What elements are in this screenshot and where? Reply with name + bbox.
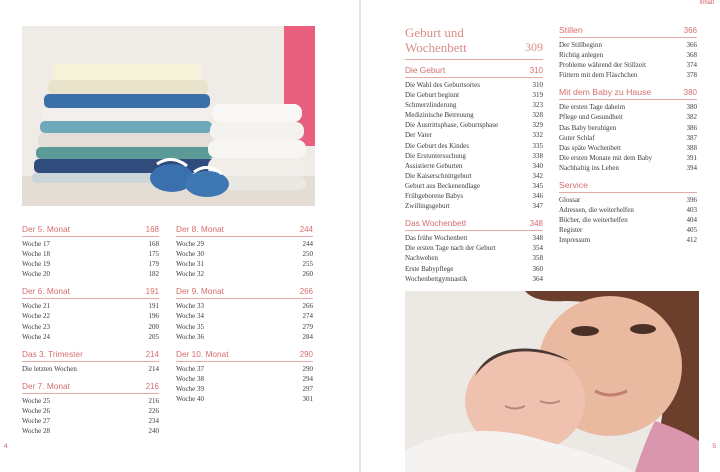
toc-section-rule [559,37,697,38]
toc-entry[interactable] [559,215,697,225]
toc-entry-label: Woche 33 [176,302,205,311]
toc-entry[interactable] [405,161,543,171]
toc-section-title: Der 10. Monat [176,348,229,359]
toc-entry-page: 378 [686,71,697,80]
toc-section-heading[interactable] [176,224,313,235]
toc-entry[interactable] [22,332,159,342]
toc-entry[interactable] [405,253,543,263]
toc-entry[interactable] [559,163,697,173]
toc-entry-label: Woche 20 [22,270,51,279]
toc-entry-label: Die ersten Monate mit dem Baby [559,153,653,162]
toc-entry-page: 360 [532,264,543,273]
toc-entry[interactable] [559,102,697,112]
toc-section-title: Stillen [559,25,583,35]
toc-entry[interactable] [405,80,543,90]
toc-entry[interactable] [176,269,313,279]
toc-entry[interactable] [176,332,313,342]
section-gap [176,279,313,286]
toc-entry-label: Woche 38 [176,374,205,383]
toc-entry-label: Geburt aus Beckenendlage [405,181,481,190]
toc-entry[interactable] [176,249,313,259]
toc-entry-label: Woche 27 [22,417,51,426]
toc-section-page: 266 [299,287,313,297]
toc-entry-label: Adressen, die weiterhelfen [559,206,634,215]
toc-entry-page: 386 [686,123,697,132]
toc-entry-label: Glossar [559,196,581,205]
book-gutter [359,0,361,472]
toc-entry[interactable] [405,243,543,253]
toc-entry-label: Impressum [559,236,591,245]
toc-section-rule [176,236,313,237]
toc-section-title: Das 3. Trimester [22,348,83,359]
toc-section-page: 214 [145,349,159,359]
toc-entry-label: Probleme während der Stillzeit [559,61,646,70]
section-gap [559,80,697,87]
toc-entry-label: Das späte Wochenbett [559,143,621,152]
toc-entry-page: 297 [302,384,313,393]
toc-entry-page: 255 [302,260,313,269]
toc-section-heading[interactable] [22,381,159,392]
toc-section-page: 380 [683,88,697,98]
toc-entry-page: 380 [686,103,697,112]
toc-entry-page: 200 [148,322,159,331]
toc-entry-label: Der Stillbeginn [559,41,602,49]
toc-section-heading[interactable] [559,25,697,36]
toc-section-title: Der 6. Monat [22,286,70,297]
toc-entry[interactable] [559,112,697,122]
toc-entry-page: 226 [148,406,159,415]
toc-entry-page: 340 [532,161,543,170]
toc-entry[interactable] [405,120,543,130]
toc-entry[interactable] [22,426,159,436]
section-gap [22,374,159,381]
mother-baby-illustration [405,291,699,472]
toc-entry-label: Medizinische Betreuung [405,111,474,120]
toc-section-rule [22,236,159,237]
section-gap [559,173,697,180]
toc-entry-page: 328 [532,111,543,120]
toc-entry-page: 250 [302,250,313,259]
toc-entry[interactable] [22,364,159,374]
section-gap [405,211,543,218]
part-title-line2: Wochenbett [405,40,467,55]
toc-entry-label: Die ersten Tage nach der Geburt [405,244,496,253]
toc-section-heading[interactable] [405,65,543,76]
toc-entry-page: 346 [532,192,543,201]
toc-entry-page: 394 [686,163,697,172]
toc-entry-label: Die ersten Tage daheim [559,103,626,112]
toc-entry-label: Schmerzlinderung [405,101,457,110]
toc-entry[interactable] [405,100,543,110]
toc-section-rule [405,230,543,231]
toc-entry-label: Frühgeborene Babys [405,192,464,201]
toc-entry[interactable] [176,311,313,321]
toc-section-page: 366 [683,26,697,35]
toc-entry-page: 368 [686,51,697,60]
toc-entry[interactable] [176,394,313,404]
toc-entry[interactable] [405,274,543,284]
toc-entry-label: Richtig anlegen [559,51,604,60]
toc-entry-label: Woche 31 [176,260,205,269]
part-rule [405,59,543,60]
toc-entry-label: Woche 26 [22,406,51,415]
toc-section-title: Das Wochenbett [405,218,467,229]
toc-section-title: Service [559,180,588,191]
part-page-number: 309 [525,40,543,54]
running-head: Inhalt [699,0,714,6]
toc-entry-label: Register [559,226,583,235]
toc-entry-page: 319 [532,91,543,100]
toc-entry-page: 260 [302,270,313,279]
toc-entry-label: Woche 23 [22,322,51,331]
toc-entry-page: 405 [686,226,697,235]
toc-section-heading[interactable] [176,349,313,360]
toc-entry-page: 234 [148,417,159,426]
toc-entry-page: 364 [532,274,543,283]
toc-section-heading[interactable] [176,286,313,297]
toc-entry-label: Die Erstuntersuchung [405,151,466,160]
toc-entry-label: Woche 25 [22,396,51,405]
toc-entry-label: Woche 34 [176,312,205,321]
toc-entry-page: 329 [532,121,543,130]
toc-left-column-1 [22,224,159,436]
toc-entry-label: Wochenbettgymnastik [405,274,468,283]
toc-entry-label: Woche 22 [22,312,51,321]
toc-entry-page: 182 [148,270,159,279]
toc-entry[interactable] [176,322,313,332]
toc-entry[interactable] [22,269,159,279]
toc-section-page: 168 [145,225,159,234]
toc-section-rule [22,393,159,394]
toc-entry-page: 294 [302,374,313,383]
toc-entry[interactable] [22,311,159,321]
toc-entry-page: 323 [532,101,543,110]
section-gap [22,279,159,286]
toc-entry[interactable] [405,191,543,201]
toc-entry[interactable] [405,141,543,151]
toc-entry-page: 382 [686,113,697,122]
toc-entry-page: 358 [532,254,543,263]
toc-entry-label: Das frühe Wochenbett [405,234,468,243]
toc-entry-page: 191 [148,302,159,311]
toc-section-title: Der 8. Monat [176,224,224,234]
toc-section-heading[interactable] [559,87,697,98]
toc-entry-page: 366 [686,41,697,49]
toc-entry-page: 338 [532,151,543,160]
toc-section-title: Der 7. Monat [22,380,70,391]
toc-entry[interactable] [559,123,697,133]
toc-entry-label: Assistierte Geburten [405,161,463,170]
toc-entry[interactable] [405,201,543,211]
toc-entry[interactable] [405,171,543,181]
page-number-right: 5 [712,443,716,450]
toc-section-rule [559,192,697,193]
toc-entry-label: Die Austrittsphase, Geburtsphase [405,121,499,130]
toc-section-page: 244 [299,225,313,234]
toc-section-heading[interactable] [405,218,543,229]
mother-baby-photo [405,291,699,472]
toc-entry[interactable] [559,40,697,50]
baby-clothes-photo [22,26,315,206]
toc-entry-page: 404 [686,216,697,225]
toc-entry[interactable] [559,153,697,163]
toc-entry-page: 391 [686,153,697,162]
toc-section-heading[interactable] [22,224,159,235]
toc-entry-label: Woche 30 [176,250,205,259]
toc-section-heading[interactable] [22,286,159,297]
toc-entry-page: 412 [686,236,697,245]
toc-section-rule [405,77,543,78]
toc-entry[interactable] [559,195,697,205]
toc-section-title: Mit dem Baby zu Hause [559,87,652,98]
toc-entry-page: 175 [148,250,159,259]
toc-entry-page: 354 [532,244,543,253]
toc-entry-page: 396 [686,196,697,205]
toc-section-rule [559,99,697,100]
toc-entry-page: 332 [532,131,543,140]
toc-entry-page: 266 [302,302,313,311]
toc-entry[interactable] [559,235,697,245]
toc-entry-page: 279 [302,322,313,331]
toc-entry-label: Woche 36 [176,332,205,341]
toc-entry-label: Pflege und Gesundheit [559,113,623,122]
toc-entry[interactable] [559,143,697,153]
toc-entry-label: Nachhaltig ins Leben [559,163,619,172]
toc-entry[interactable] [22,259,159,269]
toc-entry-page: 345 [532,181,543,190]
toc-entry-page: 196 [148,312,159,321]
toc-entry-label: Woche 28 [22,427,51,436]
toc-entry-label: Woche 18 [22,250,51,259]
section-gap [22,342,159,349]
toc-entry[interactable] [405,151,543,161]
toc-entry-label: Die Geburt des Kindes [405,141,469,150]
toc-entry-label: Bücher, die weiterhelfen [559,216,628,225]
toc-entry-label: Die Geburt beginnt [405,91,460,100]
toc-left-column-2 [176,224,313,404]
toc-entry-label: Woche 40 [176,395,205,404]
toc-entry-label: Der Vater [405,131,432,140]
toc-entry-label: Woche 19 [22,260,51,269]
toc-entry-page: 168 [148,240,159,248]
toc-section-title: Der 9. Monat [176,286,224,297]
toc-entry-label: Erste Babypflege [405,264,454,273]
toc-entry-page: 387 [686,133,697,142]
toc-entry-page: 216 [148,396,159,405]
toc-entry-page: 347 [532,202,543,211]
toc-entry[interactable] [559,60,697,70]
toc-entry-label: Die letzten Wochen [22,364,77,373]
toc-entry-label: Zwillingsgeburt [405,202,450,211]
toc-entry-page: 374 [686,61,697,70]
toc-entry[interactable] [176,364,313,374]
baby-clothes-illustration [22,26,315,206]
toc-entry-page: 403 [686,206,697,215]
toc-section-page: 310 [529,66,543,75]
toc-section-rule [22,361,159,362]
toc-entry-page: 335 [532,141,543,150]
toc-entry-label: Woche 39 [176,384,205,393]
toc-entry-label: Woche 17 [22,240,51,248]
toc-entry[interactable] [22,396,159,406]
toc-entry-page: 290 [302,364,313,373]
toc-entry-page: 348 [532,234,543,243]
toc-entry-page: 244 [302,240,313,248]
toc-section-heading[interactable] [22,349,159,360]
toc-entry-page: 240 [148,427,159,436]
toc-entry[interactable] [22,301,159,311]
toc-entry-page: 342 [532,171,543,180]
toc-entry-label: Woche 37 [176,364,205,373]
toc-entry[interactable] [405,90,543,100]
toc-entry[interactable] [559,50,697,60]
toc-right-column-2 [559,25,697,246]
toc-entry-page: 179 [148,260,159,269]
toc-entry-label: Nachwehen [405,254,439,263]
toc-entry[interactable] [176,374,313,384]
toc-entry[interactable] [405,110,543,120]
toc-entry[interactable] [22,416,159,426]
toc-entry[interactable] [22,239,159,249]
toc-entry[interactable] [405,233,543,243]
toc-entry-label: Guter Schlaf [559,133,595,142]
toc-section-rule [176,298,313,299]
toc-entry[interactable] [559,225,697,235]
toc-entry[interactable] [559,70,697,80]
page-number-left: 4 [4,443,8,450]
part-title-line1: Geburt und [405,25,464,40]
toc-entry[interactable] [405,130,543,140]
toc-section-page: 216 [145,381,159,391]
toc-section-page: 290 [299,349,313,359]
toc-entry[interactable] [405,264,543,274]
toc-right-column-1 [405,65,543,284]
toc-entry[interactable] [176,301,313,311]
toc-entry-page: 388 [686,143,697,152]
toc-section-title: Der 5. Monat [22,224,70,234]
toc-entry[interactable] [559,133,697,143]
toc-section-heading[interactable] [559,180,697,191]
toc-section-rule [176,361,313,362]
toc-entry[interactable] [176,384,313,394]
toc-entry-label: Woche 29 [176,240,205,248]
toc-entry-page: 205 [148,332,159,341]
toc-entry[interactable] [22,406,159,416]
toc-entry[interactable] [176,239,313,249]
toc-entry-label: Das Baby beruhigen [559,123,617,132]
toc-entry-page: 284 [302,332,313,341]
toc-entry[interactable] [559,205,697,215]
toc-entry[interactable] [22,249,159,259]
toc-section-page: 348 [529,219,543,229]
toc-entry-page: 214 [148,364,159,373]
toc-entry-label: Füttern mit dem Fläschchen [559,71,638,80]
toc-entry[interactable] [22,322,159,332]
toc-entry-label: Woche 21 [22,302,51,311]
toc-section-page: 191 [145,287,159,297]
toc-entry-label: Woche 24 [22,332,51,341]
toc-entry-page: 310 [532,81,543,89]
toc-entry-label: Woche 35 [176,322,205,331]
toc-entry-page: 301 [302,395,313,404]
toc-entry[interactable] [176,259,313,269]
toc-entry-label: Die Wahl des Geburtsortes [405,81,480,89]
part-heading [405,25,543,284]
toc-entry-page: 274 [302,312,313,321]
section-gap [176,342,313,349]
toc-entry[interactable] [405,181,543,191]
toc-section-rule [22,298,159,299]
toc-entry-label: Woche 32 [176,270,205,279]
toc-section-title: Die Geburt [405,65,446,75]
toc-entry-label: Die Kaiserschnittgeburt [405,171,472,180]
